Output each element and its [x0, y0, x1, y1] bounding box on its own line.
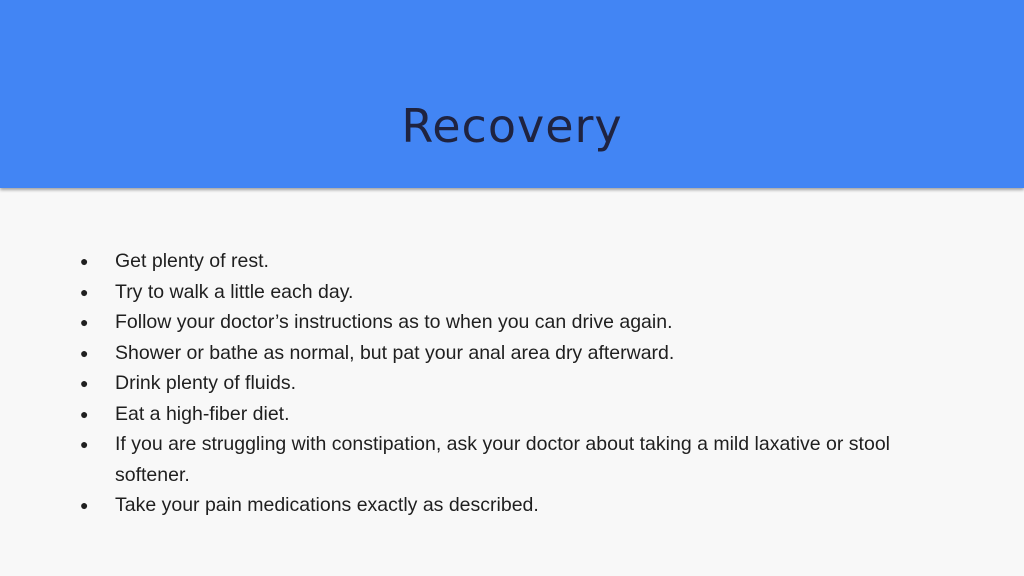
- slide-header: [0, 0, 1024, 188]
- bullet-text: Drink plenty of fluids.: [115, 372, 296, 394]
- bullet-item: [78, 338, 958, 369]
- bullet-text: Get plenty of rest.: [115, 250, 269, 272]
- slide-title: Recovery: [401, 99, 623, 153]
- bullet-item: [78, 246, 958, 277]
- bullet-item: [78, 307, 958, 338]
- bullet-item: [78, 490, 958, 521]
- bullet-item: [78, 399, 958, 430]
- bullet-list: [78, 246, 958, 521]
- bullet-text: If you are struggling with constipation, ask your doctor about taking a mild laxative or stool softener.: [115, 433, 890, 486]
- bullet-text: Take your pain medications exactly as described.: [115, 494, 539, 516]
- bullet-item: [78, 277, 958, 308]
- bullet-item: [78, 429, 958, 490]
- bullet-item: [78, 368, 958, 399]
- bullet-icon: ●: [80, 314, 89, 330]
- bullet-icon: ●: [80, 283, 89, 300]
- bullet-icon: ●: [80, 253, 89, 269]
- bullet-text: Eat a high-fiber diet.: [115, 402, 290, 425]
- bullet-text: Try to walk a little each day.: [115, 280, 354, 303]
- bullet-icon: ●: [80, 344, 89, 361]
- bullet-icon: ●: [80, 497, 89, 513]
- slide-body: [0, 188, 1024, 576]
- bullet-icon: ●: [80, 375, 89, 391]
- bullet-text: Follow your doctor’s instructions as to when you can drive again.: [115, 311, 673, 333]
- bullet-text: Shower or bathe as normal, but pat your anal area dry afterward.: [115, 341, 675, 364]
- bullet-icon: ●: [80, 436, 89, 452]
- bullet-icon: ●: [80, 405, 89, 422]
